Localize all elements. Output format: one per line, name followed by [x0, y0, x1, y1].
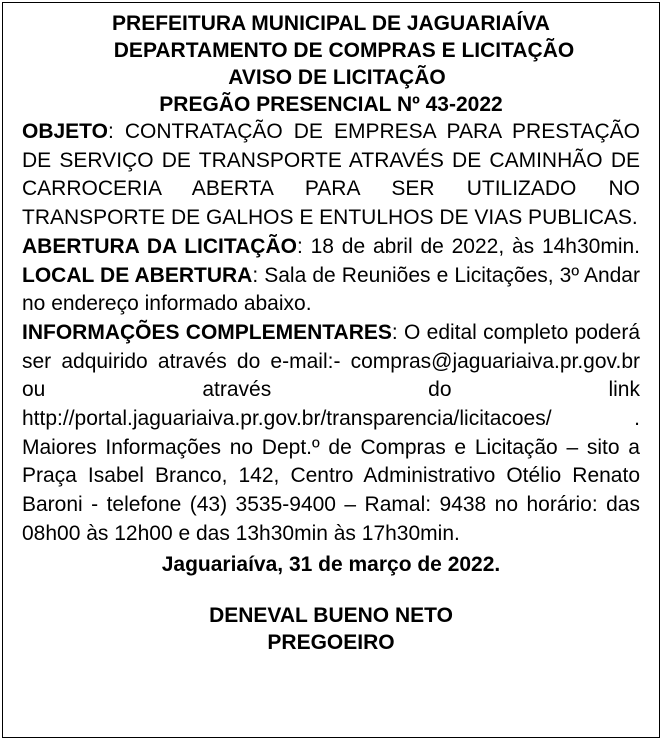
local-label: LOCAL DE ABERTURA	[22, 263, 253, 287]
notice-body	[22, 118, 640, 549]
notice-date: Jaguariaíva, 31 de março de 2022.	[161, 552, 501, 576]
local-text: : Sala de Reuniões e Licitações, 3º Andar no endereço informado abaixo.	[22, 263, 640, 316]
header-department: DEPARTAMENTO DE COMPRAS E LICITAÇÃO	[113, 39, 575, 62]
objeto-text: : CONTRATAÇÃO DE EMPRESA PARA PRESTAÇÃO DE SERVIÇO DE TRANSPORTE ATRAVÉS DE CAMINHÃO DE CARROCERIA ABERTA PARA SER UTILIZADO NO TRANSPORTE DE GALHOS E ENTULHOS DE VIAS PUBLICAS.	[22, 120, 640, 230]
licitacao-notice	[2, 2, 660, 738]
signatory-role: PREGOEIRO	[267, 630, 395, 654]
header-pregao-number: PREGÃO PRESENCIAL Nº 43-2022	[159, 93, 503, 116]
objeto-paragraph	[22, 118, 640, 233]
abertura-paragraph	[22, 233, 640, 319]
informacoes-label: INFORMAÇÕES COMPLEMENTARES	[22, 320, 392, 344]
header-municipality: PREFEITURA MUNICIPAL DE JAGUARIAÍVA	[112, 12, 550, 35]
header-notice-type: AVISO DE LICITAÇÃO	[228, 66, 446, 89]
abertura-text: : 18 de abril de 2022, às 14h30min.	[296, 234, 641, 258]
abertura-label: ABERTURA DA LICITAÇÃO	[22, 234, 297, 258]
informacoes-text: : O edital completo poderá ser adquirido através do e-mail:- compras@jaguariaiva.pr.gov.br ou através do link http://portal.jaguariaiva.pr.gov.br/transparencia/licitacoes/ . Maiores Informações no Dept.º de Compras e Licitação – sito a Praça Isabel Branco, 142, Centro Administrativo Otélio Renato Baroni - telefone (43) 3535-9400 – Ramal: 9438 no horário: das 08h00 às 12h00 e das 13h30min às 17h30min.	[22, 320, 641, 545]
notice-header	[3, 10, 659, 118]
signatory-name: DENEVAL BUENO NETO	[209, 603, 453, 627]
objeto-label: OBJETO	[22, 120, 108, 143]
signature-block	[3, 602, 659, 656]
informacoes-paragraph	[22, 319, 640, 549]
